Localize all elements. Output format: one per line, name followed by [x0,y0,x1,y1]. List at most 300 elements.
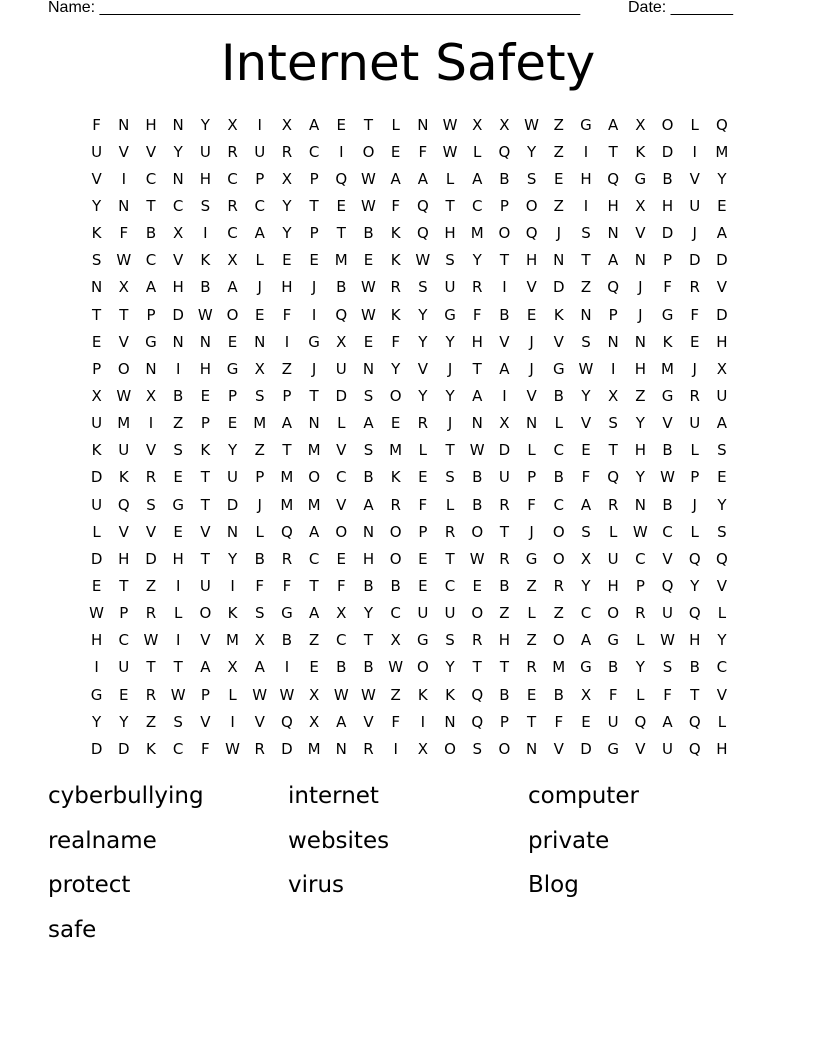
word-search-grid [83,111,736,762]
grid-letter: Q [525,224,538,243]
grid-letter: O [471,604,484,623]
grid-letter: V [689,169,700,188]
grid-letter: M [661,359,674,378]
grid-letter: V [145,441,157,460]
grid-letter: T [499,522,509,541]
grid-letter: Q [634,712,647,731]
grid-letter: F [92,115,101,134]
grid-letter: T [309,576,319,595]
grid-letter: K [662,332,673,351]
grid-letter: Y [635,414,645,433]
grid-letter: E [526,685,537,704]
grid-letter: A [145,278,157,297]
grid-letter: A [363,414,374,433]
grid-letter: I [393,739,398,758]
grid-letter: F [391,712,400,731]
grid-letter: Y [282,196,292,215]
grid-letter: Z [553,142,564,161]
grid-letter: S [418,278,428,297]
grid-letter: B [281,631,293,650]
grid-letter: E [173,522,183,541]
grid-letter: Q [688,739,701,758]
grid-letter: G [580,658,592,677]
grid-letter: E [581,441,591,460]
grid-letter: B [608,658,619,677]
grid-letter: K [146,739,156,758]
grid-letter: S [363,441,374,460]
grid-letter: W [333,685,349,704]
grid-letter: W [279,685,295,704]
grid-letter: L [690,115,699,134]
grid-letter: M [226,631,239,650]
grid-letter: L [445,495,455,514]
grid-letter: P [119,604,129,623]
grid-letter: L [717,712,727,731]
grid-letter: N [634,251,646,270]
grid-letter: B [553,685,564,704]
grid-letter: Y [581,386,591,405]
grid-letter: R [254,739,265,758]
grid-letter: L [418,441,428,460]
grid-letter: N [118,196,130,215]
grid-letter: B [363,468,374,487]
grid-letter: M [307,495,321,514]
grid-letter: V [145,142,157,161]
grid-letter: Y [92,196,102,215]
grid-letter: M [552,658,566,677]
grid-letter: X [227,658,238,677]
grid-letter: Y [717,169,727,188]
grid-letter: G [444,305,456,324]
grid-letter: S [717,522,727,541]
grid-letter: M [117,414,131,433]
grid-letter: F [282,305,292,324]
grid-letter: V [118,332,129,351]
grid-letter: L [554,414,563,433]
grid-letter: S [173,441,183,460]
grid-letter: M [715,142,729,161]
grid-letter: R [145,604,157,623]
grid-letter: H [716,332,728,351]
grid-letter: G [661,386,674,405]
grid-letter: L [92,522,101,541]
grid-letter: L [391,115,400,134]
grid-letter: Q [281,712,293,731]
grid-letter: T [200,468,210,487]
grid-letter: U [118,658,130,677]
grid-letter: V [662,549,673,568]
page-title: Internet Safety [220,34,596,92]
grid-letter: L [473,142,482,161]
grid-letter: X [227,251,238,270]
grid-letter: O [498,224,511,243]
grid-letter: X [472,115,483,134]
grid-letter: O [226,305,239,324]
grid-letter: J [447,414,453,433]
grid-letter: E [91,576,102,595]
grid-letter: B [689,658,700,677]
grid-letter: W [469,441,485,460]
grid-letter: H [145,115,157,134]
grid-letter: U [199,142,211,161]
grid-letter: H [716,739,728,758]
grid-letter: S [91,251,102,270]
grid-letter: E [309,658,319,677]
grid-letter: N [172,115,184,134]
grid-letter: B [553,468,564,487]
grid-letter: O [308,468,320,487]
grid-letter: G [145,332,157,351]
grid-letter: L [255,251,264,270]
grid-letter: X [390,631,401,650]
grid-letter: S [717,441,727,460]
grid-letter: Q [688,712,701,731]
grid-letter: F [418,495,428,514]
grid-letter: A [472,169,483,188]
grid-letter: Y [445,386,455,405]
grid-letter: L [636,685,645,704]
grid-letter: F [418,142,428,161]
grid-letter: X [173,224,184,243]
grid-letter: E [91,332,102,351]
grid-letter: V [118,522,129,541]
grid-letter: T [336,224,346,243]
grid-letter: Z [308,631,320,650]
grid-letter: P [608,305,618,324]
grid-letter: G [308,332,320,351]
grid-letter: C [471,196,483,215]
grid-letter: I [284,658,290,677]
grid-letter: H [90,631,103,650]
grid-letter: M [307,739,321,758]
grid-letter: T [581,251,591,270]
grid-letter: P [635,576,645,595]
grid-letter: B [336,658,347,677]
grid-letter: E [418,576,428,595]
grid-letter: O [389,386,402,405]
grid-letter: D [90,549,103,568]
grid-letter: C [308,549,320,568]
grid-letter: G [607,631,619,650]
grid-letter: A [716,224,728,243]
grid-letter: Z [499,604,510,623]
grid-letter: E [173,468,183,487]
grid-letter: D [335,386,348,405]
grid-letter: F [554,712,564,731]
grid-letter: H [607,196,619,215]
grid-letter: S [254,604,265,623]
grid-letter: N [607,224,619,243]
grid-letter: X [118,278,129,297]
grid-letter: Y [527,142,537,161]
grid-letter: V [635,739,646,758]
grid-letter: W [116,386,132,405]
grid-letter: T [690,685,700,704]
grid-letter: M [470,224,484,243]
grid-letter: W [197,305,213,324]
grid-letter: N [471,414,483,433]
grid-letter: R [227,196,238,215]
grid-letter: E [526,305,537,324]
grid-letter: B [336,278,347,297]
grid-letter: T [527,712,537,731]
grid-letter: E [200,386,211,405]
grid-letter: V [363,712,374,731]
grid-letter: H [498,631,511,650]
grid-letter: Y [581,576,591,595]
grid-letter: X [635,196,646,215]
grid-letter: W [524,115,540,134]
grid-letter: F [336,576,346,595]
grid-letter: F [119,224,129,243]
grid-letter: X [336,332,347,351]
word-list-item: virus [288,872,345,898]
grid-letter: W [660,631,675,650]
grid-letter: V [716,278,728,297]
grid-letter: T [173,658,183,677]
grid-letter: O [471,522,484,541]
grid-letter: R [635,604,646,623]
grid-letter: W [361,305,376,324]
grid-letter: W [225,739,240,758]
grid-letter: P [255,468,265,487]
grid-letter: F [282,576,292,595]
grid-letter: B [499,576,510,595]
grid-letter: E [336,549,347,568]
grid-letter: Y [445,658,455,677]
grid-letter: T [472,658,482,677]
grid-letter: Y [418,386,428,405]
grid-letter: I [420,712,426,731]
grid-letter: N [335,739,347,758]
grid-letter: A [308,522,320,541]
grid-letter: L [717,604,727,623]
grid-letter: O [444,739,456,758]
grid-letter: T [363,631,374,650]
grid-letter: C [635,549,646,568]
grid-letter: L [690,522,699,541]
grid-letter: E [418,468,428,487]
grid-letter: H [607,576,619,595]
grid-letter: M [307,441,321,460]
grid-letter: D [688,251,701,270]
grid-letter: S [581,224,591,243]
grid-letter: I [230,712,235,731]
grid-letter: X [499,414,510,433]
grid-letter: W [361,169,376,188]
grid-letter: T [445,196,455,215]
grid-letter: X [580,685,592,704]
grid-letter: K [118,468,129,487]
grid-letter: X [281,169,293,188]
grid-letter: B [173,386,184,405]
grid-letter: E [363,332,374,351]
grid-letter: U [689,414,701,433]
grid-letter: T [119,305,129,324]
grid-letter: C [172,196,184,215]
grid-letter: K [445,685,455,704]
grid-letter: Z [580,278,592,297]
grid-letter: W [89,604,105,623]
grid-letter: Q [335,169,348,188]
grid-letter: R [607,495,619,514]
grid-letter: D [172,305,184,324]
grid-letter: P [146,305,156,324]
word-list-item: Blog [528,872,579,898]
grid-letter: V [336,441,347,460]
grid-letter: J [556,224,561,243]
grid-letter: Y [119,712,129,731]
word-list-item: private [528,827,610,854]
grid-letter: N [525,739,538,758]
grid-letter: X [308,712,320,731]
grid-letter: H [580,169,592,188]
grid-letter: I [583,196,589,215]
grid-letter: S [254,386,265,405]
grid-letter: P [499,712,509,731]
grid-letter: B [662,495,673,514]
grid-letter: X [145,386,157,405]
grid-letter: T [608,142,618,161]
grid-letter: H [444,224,456,243]
grid-letter: F [581,468,591,487]
grid-letter: D [661,224,674,243]
grid-letter: L [690,441,699,460]
grid-letter: B [499,685,510,704]
grid-letter: E [336,196,347,215]
grid-letter: J [692,359,697,378]
grid-letter: W [578,359,594,378]
grid-letter: L [173,604,183,623]
grid-letter: F [663,685,672,704]
grid-letter: U [607,712,619,731]
grid-letter: W [143,631,159,650]
grid-letter: F [690,305,700,324]
grid-letter: M [280,468,294,487]
grid-letter: Q [416,196,429,215]
grid-letter: N [607,332,619,351]
grid-letter: U [689,196,701,215]
grid-letter: A [662,712,673,731]
grid-letter: M [389,441,403,460]
grid-letter: V [200,522,211,541]
grid-letter: L [527,441,536,460]
grid-letter: H [172,549,184,568]
grid-letter: E [119,685,129,704]
grid-letter: D [281,739,293,758]
grid-letter: T [499,251,509,270]
grid-letter: H [199,359,211,378]
grid-letter: I [583,142,589,161]
grid-letter: C [145,169,157,188]
grid-letter: X [336,604,347,623]
grid-letter: A [608,251,619,270]
grid-letter: N [525,414,538,433]
grid-letter: Z [553,604,564,623]
grid-letter: N [90,278,103,297]
grid-letter: T [92,305,102,324]
grid-letter: I [610,359,616,378]
grid-letter: R [444,522,456,541]
grid-letter: Q [607,169,620,188]
grid-letter: P [663,251,673,270]
grid-letter: R [145,685,157,704]
grid-letter: D [716,305,728,324]
grid-letter: I [203,224,208,243]
grid-letter: U [662,604,674,623]
grid-letter: Y [227,441,238,460]
grid-letter: V [145,522,157,541]
grid-letter: T [200,495,210,514]
grid-letter: S [363,386,374,405]
grid-letter: L [608,522,618,541]
grid-letter: Z [526,631,537,650]
grid-letter: H [525,251,538,270]
grid-letter: C [227,169,238,188]
grid-letter: C [444,576,456,595]
grid-letter: T [309,386,319,405]
grid-letter: W [361,196,376,215]
grid-letter: I [175,576,181,595]
grid-letter: X [417,739,428,758]
grid-letter: O [661,115,674,134]
grid-letter: L [445,169,455,188]
grid-letter: Q [607,278,620,297]
grid-letter: H [118,549,130,568]
grid-letter: E [227,332,238,351]
grid-letter: A [580,631,592,650]
grid-letter: X [254,359,265,378]
grid-letter: V [200,712,211,731]
grid-letter: Y [227,549,238,568]
grid-letter: O [416,658,429,677]
grid-letter: T [282,441,292,460]
grid-letter: U [335,359,347,378]
grid-letter: J [257,278,262,297]
grid-letter: V [200,631,211,650]
grid-letter: G [634,169,647,188]
grid-letter: C [336,631,347,650]
grid-letter: U [227,468,239,487]
grid-letter: O [498,739,511,758]
grid-letter: Z [526,576,537,595]
grid-letter: B [363,224,374,243]
grid-letter: R [363,739,374,758]
grid-letter: U [498,468,510,487]
grid-letter: D [716,251,728,270]
grid-letter: N [362,522,375,541]
grid-letter: R [281,549,293,568]
grid-letter: O [362,142,375,161]
word-list-item: computer [528,783,639,809]
grid-letter: T [146,196,156,215]
grid-letter: D [580,739,592,758]
word-list-item: safe [48,916,97,943]
grid-letter: W [361,685,376,704]
grid-letter: V [91,169,102,188]
grid-letter: N [444,712,456,731]
grid-letter: J [311,359,317,378]
name-field-label: Name: ______________________________________________________ [48,0,581,16]
grid-letter: K [390,305,401,324]
grid-letter: B [472,468,483,487]
grid-letter: N [634,495,646,514]
grid-letter: I [284,332,290,351]
grid-letter: Q [688,549,701,568]
grid-letter: X [281,115,293,134]
grid-letter: I [692,142,697,161]
grid-letter: V [635,224,646,243]
